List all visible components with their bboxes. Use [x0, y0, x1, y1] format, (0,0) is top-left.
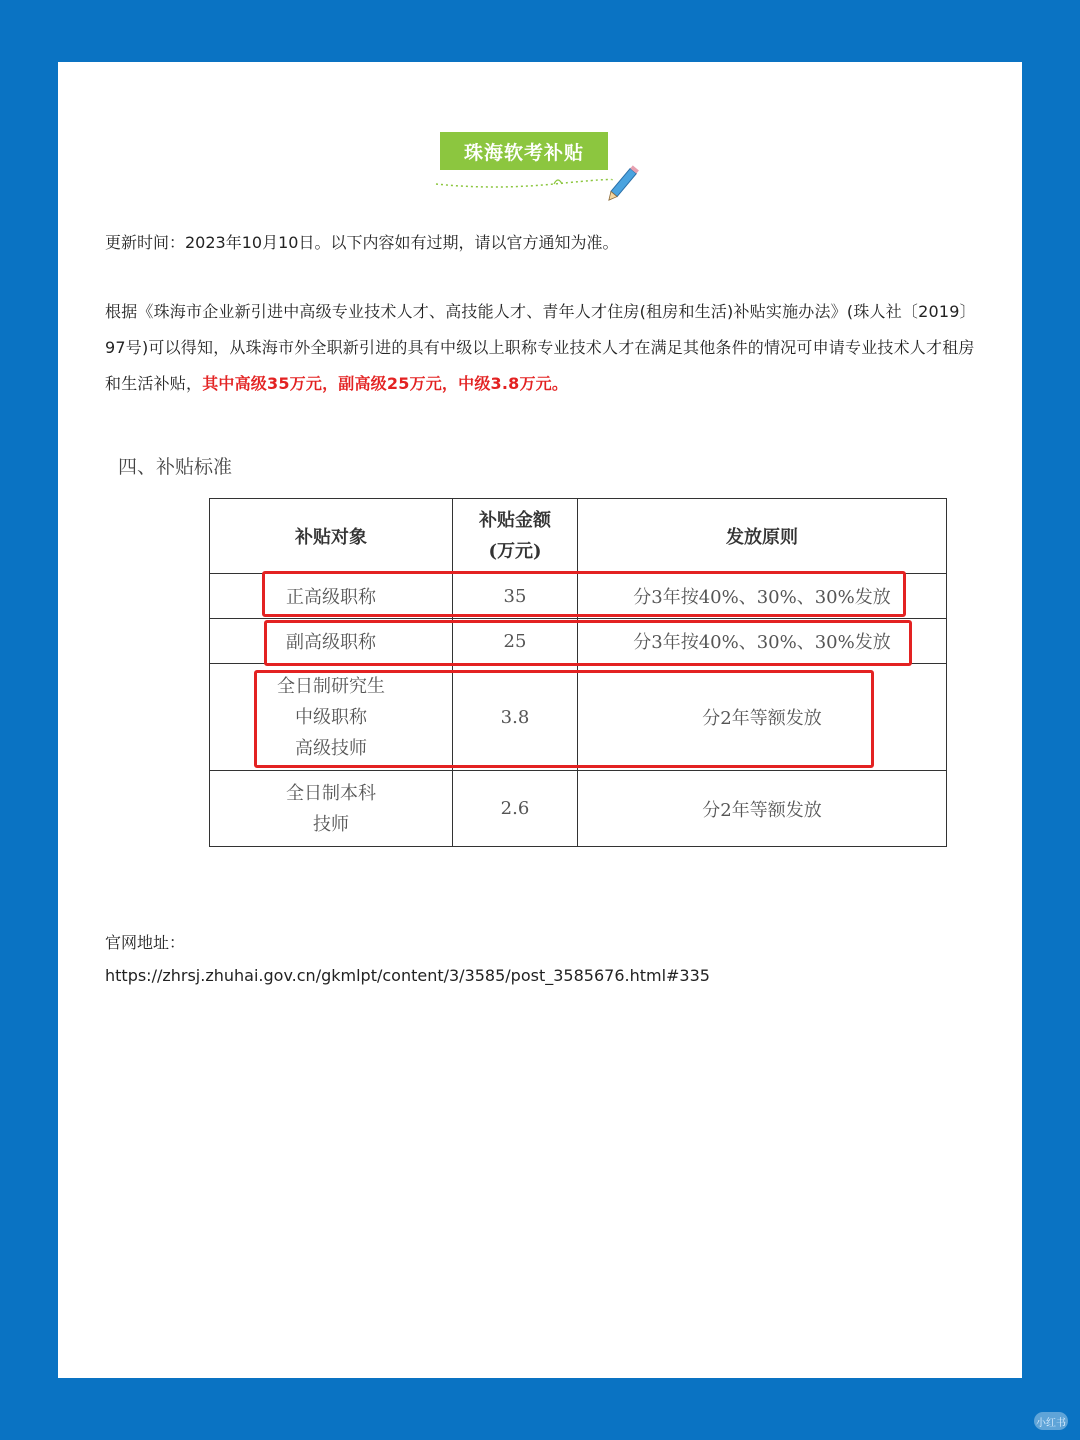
cell-target-line: 高级技师 — [295, 737, 367, 759]
highlight-box-row-3 — [254, 670, 874, 768]
cell-target: 副高级职称 — [210, 619, 453, 664]
cell-target — [210, 771, 453, 847]
cell-amount: 3.8 — [453, 664, 578, 771]
cell-amount: 35 — [453, 574, 578, 619]
url-label: 官网地址： — [105, 933, 186, 952]
highlight-box-row-1 — [262, 571, 906, 617]
cell-target-line: 中级职称 — [295, 706, 367, 728]
cell-target-line: 技师 — [313, 813, 349, 835]
subsidy-highlight: 其中高级35万元，副高级25万元，中级3.8万元。 — [202, 374, 569, 393]
table-row — [210, 771, 947, 847]
header-target: 补贴对象 — [210, 499, 453, 574]
body-paragraph — [105, 294, 985, 402]
header-amount-line1: 补贴金额 — [479, 510, 551, 531]
official-url[interactable]: https://zhrsj.zhuhai.gov.cn/gkmlpt/content/3/3585/post_3585676.html#335 — [105, 966, 710, 985]
table-header-row — [210, 499, 947, 574]
cell-rule: 分3年按40%、30%、30%发放 — [578, 574, 947, 619]
watermark: 小红书 — [1034, 1412, 1068, 1430]
section-title: 四、补贴标准 — [118, 456, 233, 478]
highlight-box-row-2 — [264, 620, 912, 666]
cell-target-line: 全日制本科 — [286, 782, 376, 804]
cell-target: 正高级职称 — [210, 574, 453, 619]
cell-rule: 分2年等额发放 — [578, 664, 947, 771]
title-banner — [440, 132, 670, 202]
page-title: 珠海软考补贴 — [440, 132, 608, 170]
cell-amount: 25 — [453, 619, 578, 664]
cell-rule: 分2年等额发放 — [578, 771, 947, 847]
pencil-icon — [434, 158, 644, 202]
cell-target-line: 全日制研究生 — [277, 675, 385, 697]
body-text: 根据《珠海市企业新引进中高级专业技术人才、高技能人才、青年人才住房(租房和生活)补贴实施办法》(珠人社〔2019〕97号)可以得知，从珠海市外全职新引进的具有中级以上职称专业技术人才在满足其他条件的情况可申请专业技术人才租房和生活补贴， — [105, 302, 976, 393]
update-notice: 更新时间：2023年10月10日。以下内容如有过期，请以官方通知为准。 — [105, 233, 619, 252]
document-page — [58, 62, 1022, 1378]
header-amount-line2: (万元) — [488, 541, 542, 562]
header-rule: 发放原则 — [578, 499, 947, 574]
cell-rule: 分3年按40%、30%、30%发放 — [578, 619, 947, 664]
cell-amount: 2.6 — [453, 771, 578, 847]
header-amount — [453, 499, 578, 574]
